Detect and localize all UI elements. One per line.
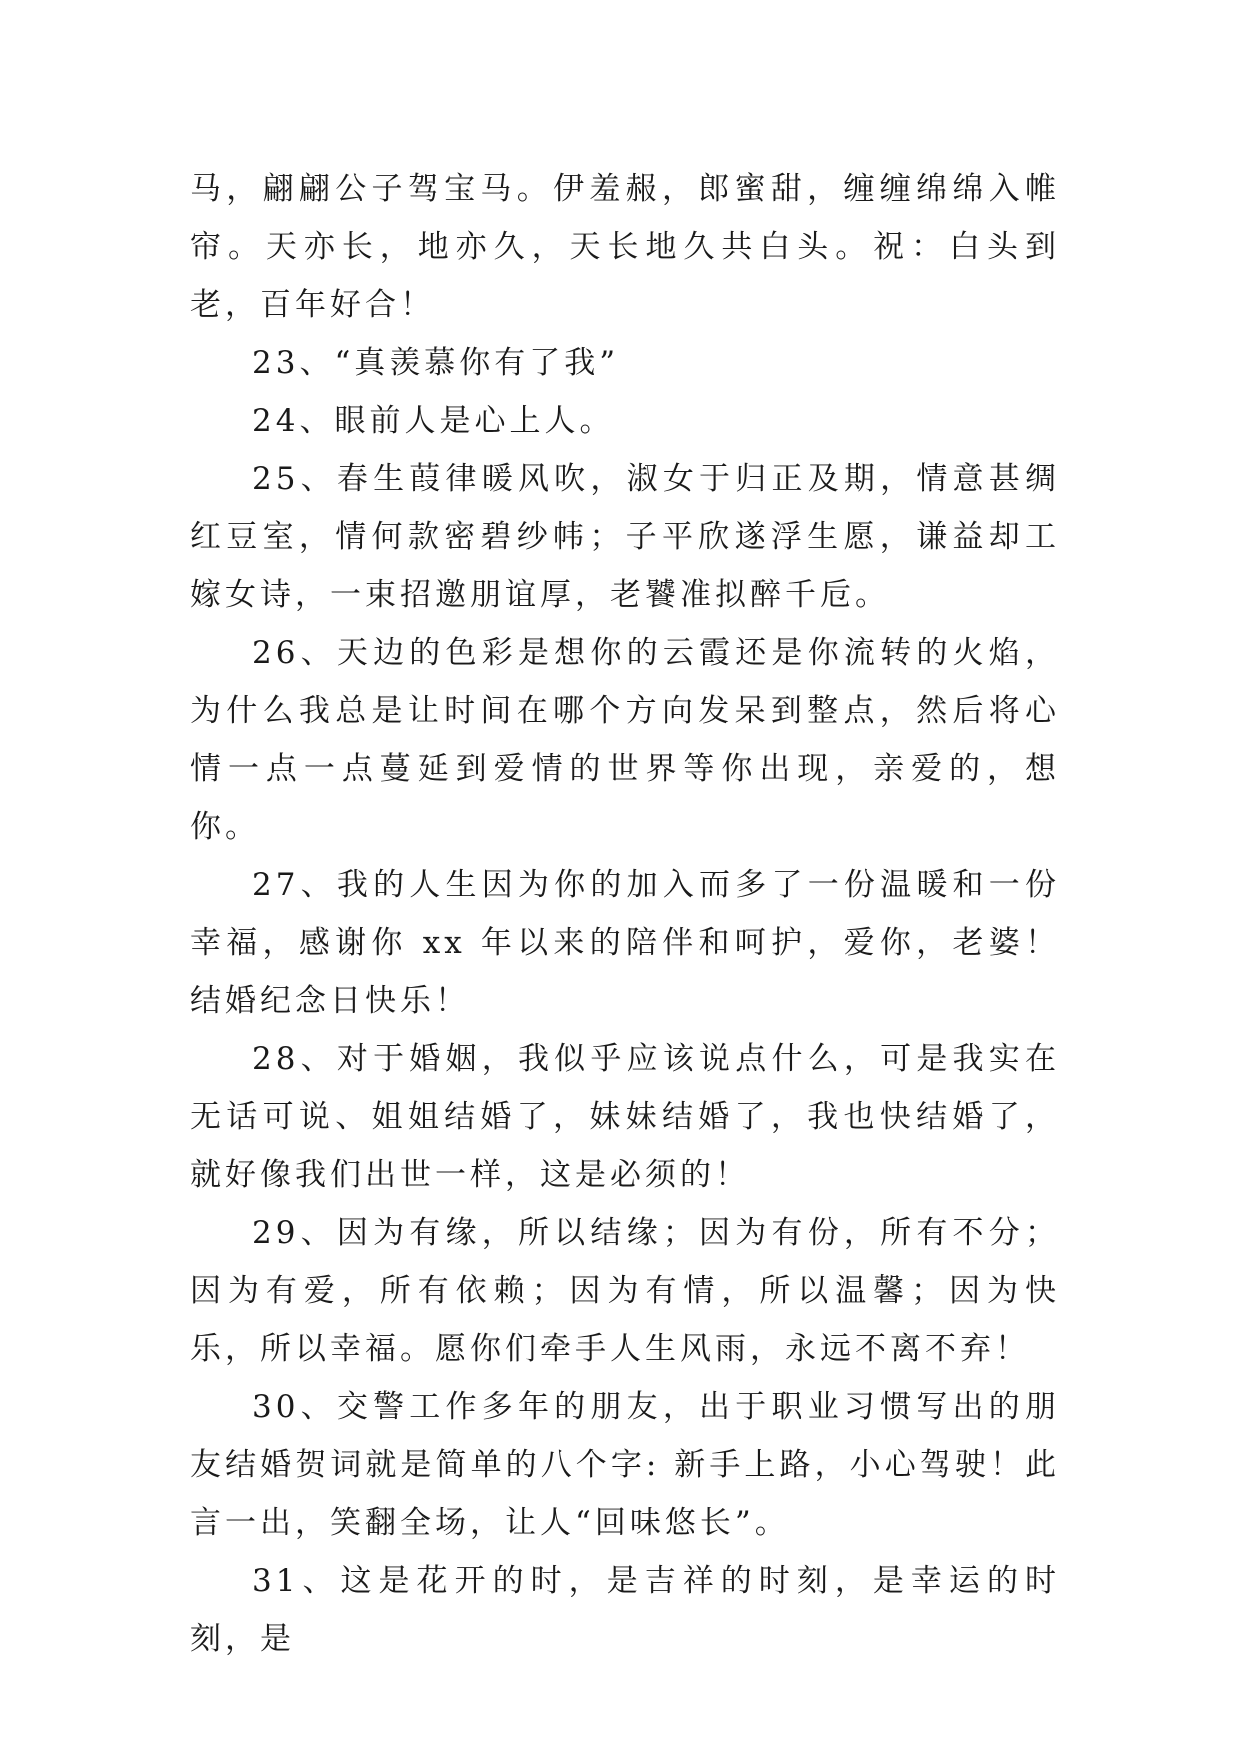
paragraph-29: 29、因为有缘，所以结缘；因为有份，所有不分；因为有爱，所有依赖；因为有情，所以温馨；因为快乐，所以幸福。愿你们牵手人生风雨，永远不离不弃！: [190, 1215, 1060, 1367]
paragraph-24: 24、眼前人是心上人。: [252, 403, 615, 439]
document-body: [190, 160, 1060, 1668]
paragraph-30: 30、交警工作多年的朋友，出于职业习惯写出的朋友结婚贺词就是简单的八个字: 新手上路，小心驾驶！此言一出，笑翻全场，让人“回味悠长”。: [190, 1389, 1060, 1541]
paragraph-22-continuation: 马，翩翩公子驾宝马。伊羞赧，郎蜜甜，缠缠绵绵入帷帘。天亦长，地亦久，天长地久共白头。祝：白头到老，百年好合！: [190, 171, 1060, 323]
paragraph-26: 26、天边的色彩是想你的云霞还是你流转的火焰，为什么我总是让时间在哪个方向发呆到整点，然后将心情一点一点蔓延到爱情的世界等你出现，亲爱的，想你。: [190, 635, 1060, 845]
paragraph-31: 31、这是花开的时，是吉祥的时刻，是幸运的时刻，是: [190, 1563, 1060, 1657]
paragraph-28: 28、对于婚姻，我似乎应该说点什么，可是我实在无话可说、姐姐结婚了，妹妹结婚了，我也快结婚了，就好像我们出世一样，这是必须的！: [190, 1041, 1060, 1193]
paragraph-27: 27、我的人生因为你的加入而多了一份温暖和一份幸福，感谢你 xx 年以来的陪伴和呵护，爱你，老婆！结婚纪念日快乐！: [190, 867, 1060, 1019]
paragraph-23: 23、“真羡慕你有了我”: [252, 345, 620, 381]
paragraph-25: 25、春生葭律暖风吹，淑女于归正及期，情意甚绸红豆室，情何款密碧纱帏；子平欣遂浮生愿，谦益却工嫁女诗，一束招邀朋谊厚，老饕准拟醉千卮。: [190, 461, 1060, 613]
